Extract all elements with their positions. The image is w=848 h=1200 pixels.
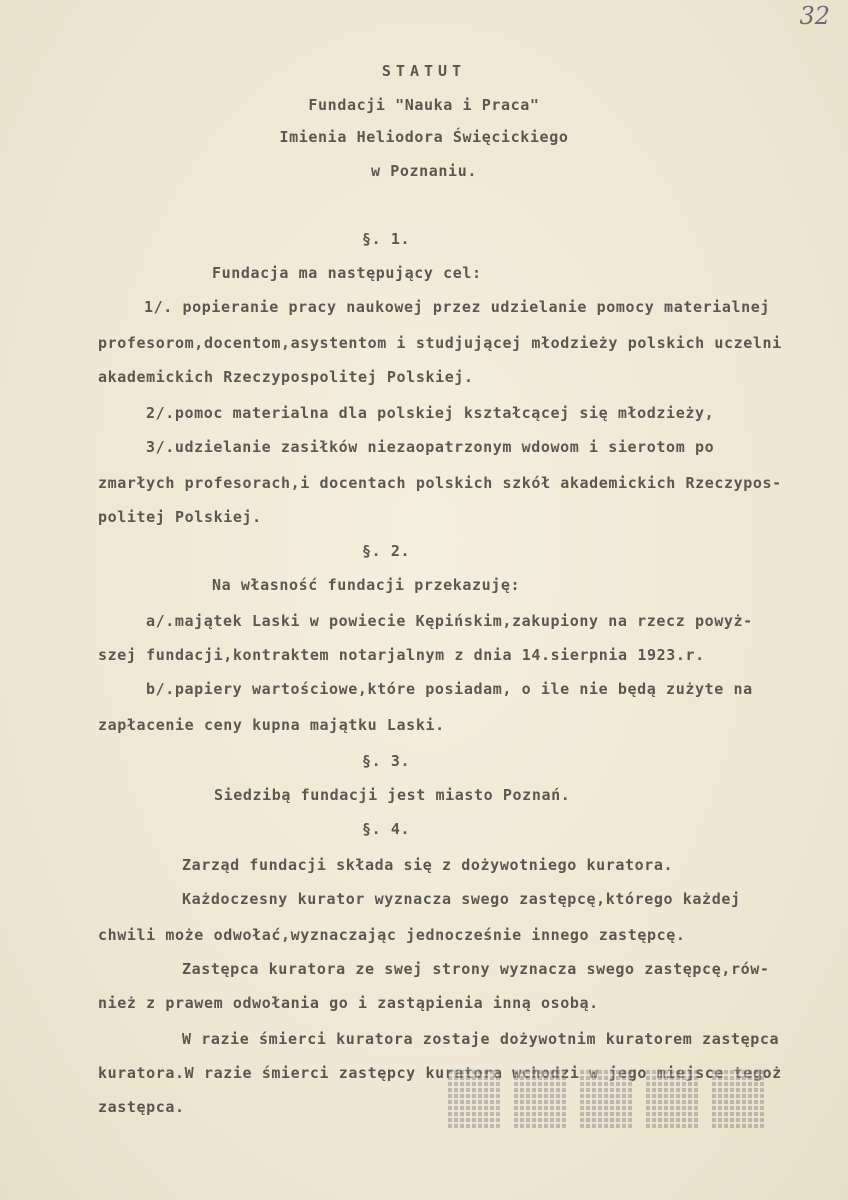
- paragraph-line: 1/. popieranie pracy naukowej przez udzielanie pomocy materialnej: [144, 298, 770, 316]
- paragraph-line: 3/.udzielanie zasiłków niezaopatrzonym wdowom i sierotom po: [146, 438, 715, 456]
- section-heading: §. 2.: [362, 542, 411, 560]
- paragraph-line: politej Polskiej.: [98, 508, 262, 526]
- paragraph-line: zmarłych profesorach,i docentach polskich szkół akademickich Rzeczypos-: [98, 474, 782, 492]
- paragraph-line: Zastępca kuratora ze swej strony wyznacza swego zastępcę,rów-: [182, 960, 770, 978]
- watermark-glyph: [448, 1068, 500, 1128]
- paragraph-line: Na własność fundacji przekazuję:: [212, 576, 521, 594]
- section-heading: §. 3.: [362, 752, 411, 770]
- paragraph-line: profesorom,docentom,asystentom i studjującej młodzieży polskich uczelni: [98, 334, 782, 352]
- paragraph-line: 2/.pomoc materialna dla polskiej kształcącej się młodzieży,: [146, 404, 715, 422]
- watermark-glyph: [646, 1068, 698, 1128]
- document-subtitle: w Poznaniu.: [371, 162, 477, 180]
- paragraph-line: Zarząd fundacji składa się z dożywotniego kuratora.: [182, 856, 674, 874]
- paragraph-line: Fundacja ma następujący cel:: [212, 264, 482, 282]
- paragraph-line: akademickich Rzeczypospolitej Polskiej.: [98, 368, 474, 386]
- paragraph-line: a/.majątek Laski w powiecie Kępińskim,zakupiony na rzecz powyż-: [146, 612, 753, 630]
- paragraph-line: zapłacenie ceny kupna majątku Laski.: [98, 716, 445, 734]
- paragraph-line: W razie śmierci kuratora zostaje dożywotnim kuratorem zastępca: [182, 1030, 780, 1048]
- section-heading: §. 4.: [362, 820, 411, 838]
- paragraph-line: b/.papiery wartościowe,które posiadam, o ile nie będą zużyte na: [146, 680, 753, 698]
- document-subtitle: Fundacji "Nauka i Praca": [308, 96, 540, 114]
- paragraph-line: Każdoczesny kurator wyznacza swego zastępcę,którego każdej: [182, 890, 741, 908]
- paragraph-line: chwili może odwołać,wyznaczając jednocześnie innego zastępcę.: [98, 926, 686, 944]
- document-title: STATUT: [381, 62, 467, 80]
- paragraph-line: zastępca.: [98, 1098, 185, 1116]
- paragraph-line: kuratora.W razie śmierci zastępcy kuratora wchodzi w jego miejsce tegoż: [98, 1064, 782, 1082]
- document-subtitle: Imienia Heliodora Święcickiego: [279, 128, 569, 146]
- paragraph-line: szej fundacji,kontraktem notarjalnym z dnia 14.sierpnia 1923.r.: [98, 646, 705, 664]
- paragraph-line: Siedzibą fundacji jest miasto Poznań.: [214, 786, 571, 804]
- section-heading: §. 1.: [362, 230, 411, 248]
- watermark-glyph: [514, 1068, 566, 1128]
- archive-watermark-logo: [448, 1068, 778, 1128]
- watermark-glyph: [712, 1068, 764, 1128]
- paragraph-line: nież z prawem odwołania go i zastąpienia inną osobą.: [98, 994, 599, 1012]
- watermark-glyph: [580, 1068, 632, 1128]
- page-number: 32: [799, 2, 830, 30]
